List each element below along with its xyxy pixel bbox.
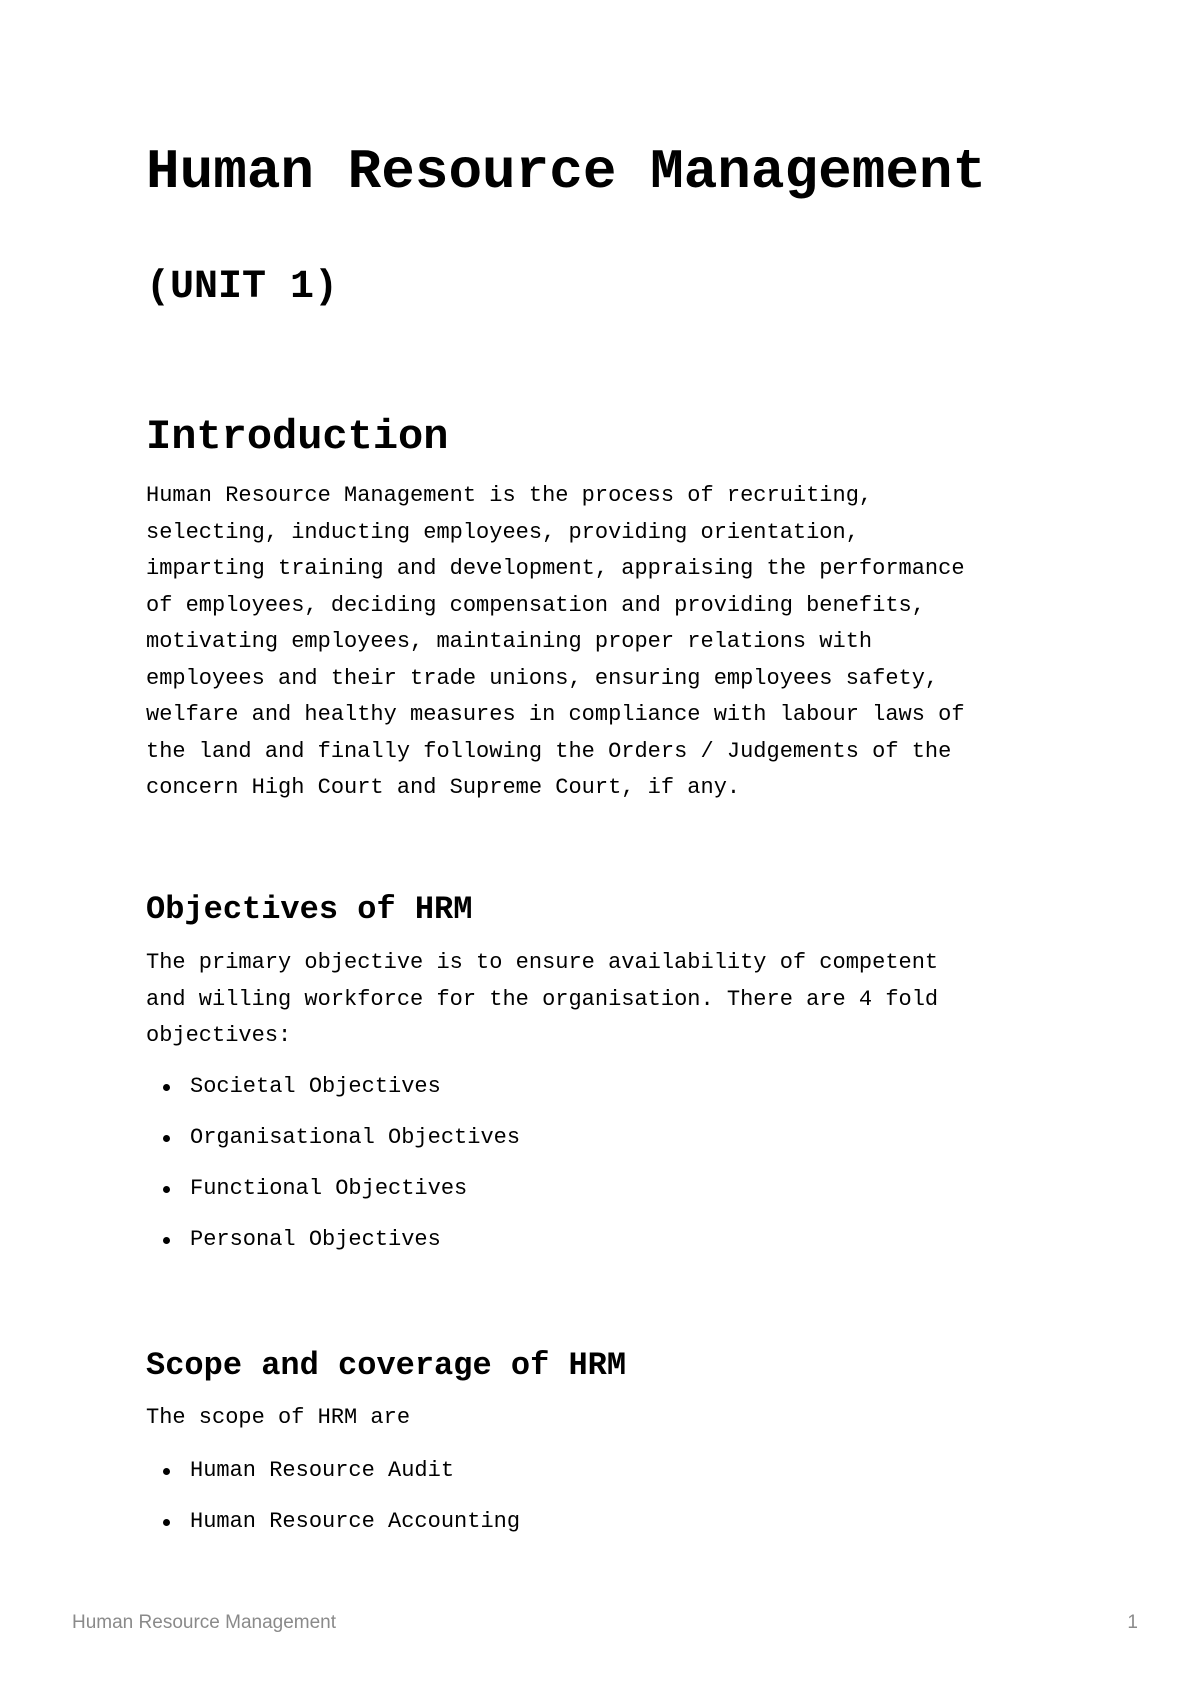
- list-item-text: Human Resource Audit: [190, 1458, 455, 1483]
- bullet-icon: [163, 1468, 170, 1475]
- section-heading-objectives: Objectives of HRM: [146, 891, 473, 928]
- section-heading-scope: Scope and coverage of HRM: [146, 1347, 627, 1384]
- list-item-text: Human Resource Accounting: [190, 1509, 521, 1534]
- page-footer: [72, 1612, 1138, 1636]
- section-heading-introduction: Introduction: [146, 413, 449, 461]
- list-item-text: Societal Objectives: [190, 1074, 441, 1099]
- scope-list: [146, 1453, 520, 1555]
- objectives-list: [146, 1069, 520, 1273]
- list-item: [146, 1453, 520, 1504]
- list-item-text: Functional Objectives: [190, 1176, 468, 1201]
- list-item-text: Personal Objectives: [190, 1227, 441, 1252]
- list-item: [146, 1069, 520, 1120]
- bullet-icon: [163, 1237, 170, 1244]
- objectives-paragraph: The primary objective is to ensure availability of competent and willing workforce for the organisation. There are 4 fold objectives:: [146, 950, 939, 1048]
- introduction-paragraph: Human Resource Management is the process of recruiting, selecting, inducting employees, providing orientation, imparting training and development, appraising the performance of employees, deciding compensation and providing benefits, motivating employees, maintaining proper relations with employees and their trade unions, ensuring employees safety, welfare and healthy measures in compliance with labour laws of the land and finally following the Orders / Judgements of the concern High Court and Supreme Court, if any.: [146, 483, 965, 800]
- document-title: Human Resource Management: [146, 140, 987, 204]
- list-item: [146, 1120, 520, 1171]
- scope-paragraph: The scope of HRM are: [146, 1405, 411, 1430]
- unit-subtitle: (UNIT 1): [146, 265, 339, 310]
- footer-title: Human Resource Management: [72, 1612, 337, 1633]
- list-item: [146, 1171, 520, 1222]
- list-item: [146, 1222, 520, 1273]
- bullet-icon: [163, 1135, 170, 1142]
- list-item-text: Organisational Objectives: [190, 1125, 521, 1150]
- bullet-icon: [163, 1519, 170, 1526]
- list-item: [146, 1504, 520, 1555]
- page-number: 1: [1127, 1612, 1138, 1633]
- bullet-icon: [163, 1084, 170, 1091]
- bullet-icon: [163, 1186, 170, 1193]
